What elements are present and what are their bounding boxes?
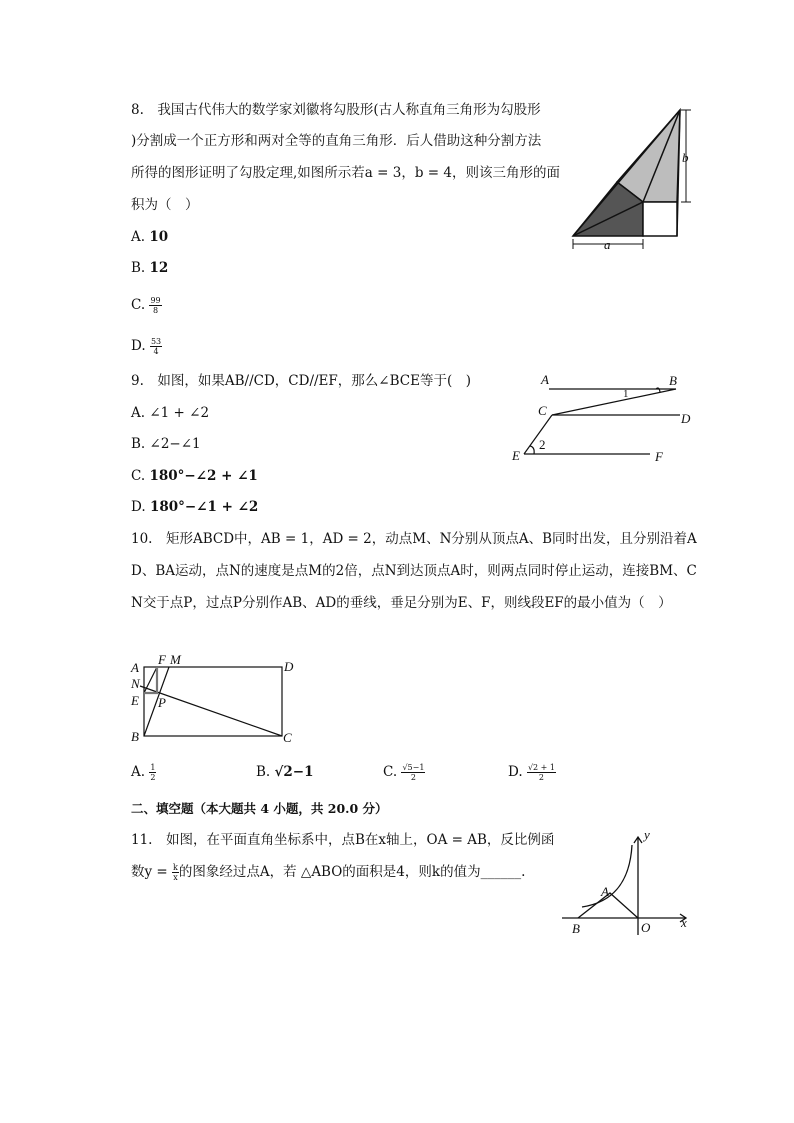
angle-1-label: 1 — [623, 388, 629, 400]
numerator: 99 — [150, 296, 161, 305]
q10-line-2: D、BA运动，点N的速度是点M的2倍，点N到达顶点A时，则两点同时停止运动，连接BM、C — [131, 563, 697, 579]
label-x: x — [681, 915, 687, 930]
label-y: y — [644, 827, 650, 842]
label-b: b — [682, 150, 689, 165]
option-value: 180°−∠1 + ∠2 — [149, 499, 259, 515]
option-letter: D. — [131, 499, 146, 515]
denominator: 2 — [538, 773, 545, 782]
option-value: 12 — [149, 260, 169, 276]
denominator: 2 — [410, 773, 416, 782]
label-b: B — [572, 921, 580, 936]
square — [643, 202, 677, 236]
q11-line-1: 11. 如图，在平面直角坐标系中，点B在x轴上，OA = AB，反比例函 — [131, 832, 555, 848]
q8-line-4: 积为（ ） — [131, 197, 199, 213]
numerator: 53 — [150, 337, 162, 346]
label-m: M — [170, 652, 181, 667]
text: 数y = — [131, 864, 173, 880]
q11-figure — [562, 827, 687, 936]
angle-2-label: 2 — [539, 437, 546, 452]
label-c: C — [283, 730, 292, 745]
text: . — [521, 864, 526, 880]
text: 的图象经过点A，若 △ABO的面积是4，则k的值为 — [178, 864, 481, 880]
denominator: 2 — [150, 773, 156, 782]
q8-line-3: 所得的图形证明了勾股定理,如图所示若a = 3，b = 4，则该三角形的面 — [131, 165, 560, 181]
q10-line-3: N交于点P，过点P分别作AB、AD的垂线，垂足分别为E、F，则线段EF的最小值为（ ） — [131, 595, 672, 611]
option-letter: A. — [131, 229, 146, 245]
label-a: a — [604, 237, 611, 252]
label-b: B — [669, 373, 677, 388]
label-b: B — [131, 729, 139, 744]
section-title: 二、填空题（本大题共 4 小题，共 20.0 分） — [131, 801, 388, 816]
option-letter: B. — [131, 260, 146, 276]
numerator: √2 + 1 — [527, 763, 556, 772]
numerator: √5−1 — [402, 763, 425, 772]
q10-figure — [130, 652, 294, 745]
denominator: 8 — [152, 306, 159, 315]
denominator: 4 — [153, 347, 159, 356]
q8-line-2: )分割成一个正方形和两对全等的直角三角形．后人借助这种分割方法 — [131, 133, 542, 149]
label-f: F — [158, 652, 166, 667]
numerator: 1 — [150, 763, 156, 772]
label-p: P — [158, 695, 166, 710]
label-e: E — [512, 448, 520, 463]
q10-line-1: 10. 矩形ABCD中，AB = 1，AD = 2，动点M、N分别从顶点A、B同时出发，且分别沿着A — [131, 531, 697, 547]
numerator: k — [173, 863, 178, 872]
option-value: ∠1 + ∠2 — [149, 405, 210, 421]
option-letter: C. — [131, 297, 146, 313]
label-n: N — [131, 676, 140, 691]
label-d: D — [681, 411, 691, 426]
option-value: 10 — [149, 229, 169, 245]
label-a: A — [541, 372, 549, 387]
option-letter: A. — [131, 764, 146, 780]
label-c: C — [538, 403, 547, 418]
denominator: x — [173, 873, 178, 882]
q9-figure — [511, 372, 691, 464]
label-d: D — [284, 659, 294, 674]
label-f: F — [655, 449, 663, 464]
option-value: √2−1 — [274, 764, 314, 780]
option-letter: B. — [256, 764, 271, 780]
option-letter: D. — [508, 764, 523, 780]
label-a: A — [131, 660, 139, 675]
option-letter: C. — [383, 764, 398, 780]
option-letter: C. — [131, 468, 146, 484]
label-e: E — [131, 693, 139, 708]
answer-blank[interactable]: ______ — [480, 864, 522, 880]
label-a: A — [601, 884, 609, 899]
q8-figure — [573, 110, 691, 252]
option-letter: A. — [131, 405, 146, 421]
option-value: 180°−∠2 + ∠1 — [149, 468, 258, 484]
option-value: ∠2−∠1 — [149, 436, 201, 452]
q9-question: 9. 如图，如果AB//CD，CD//EF，那么∠BCE等于( ) — [131, 373, 471, 389]
q8-line-1: 8. 我国古代伟大的数学家刘徽将勾股形(古人称直角三角形为勾股形 — [131, 102, 541, 118]
option-letter: D. — [131, 338, 146, 354]
option-letter: B. — [131, 436, 146, 452]
label-o: O — [641, 920, 651, 935]
